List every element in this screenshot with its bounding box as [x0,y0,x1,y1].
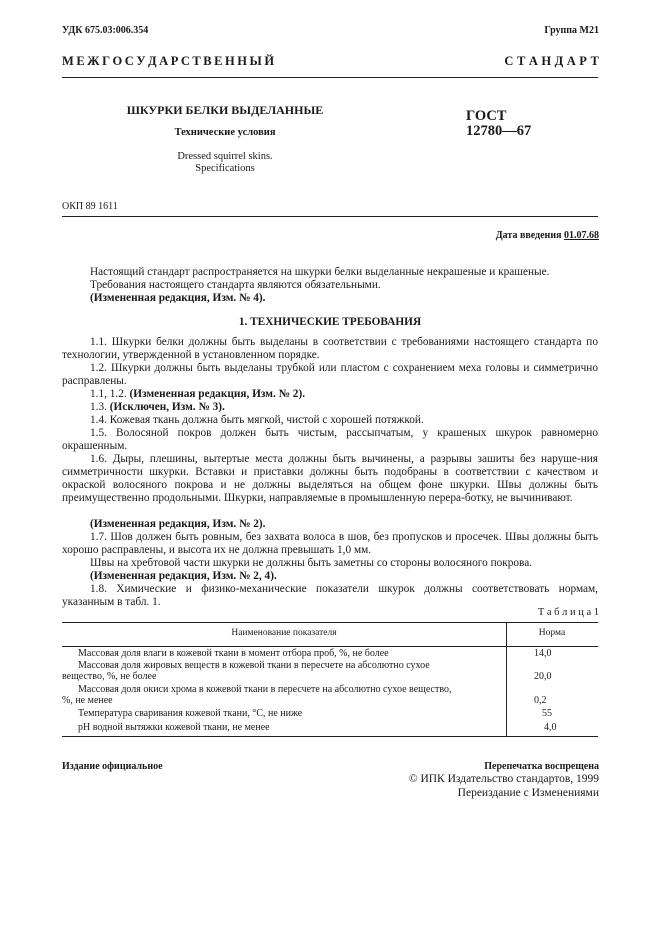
clause-1-6: 1.6. Дыры, плешины, вытертые места должны быть вычинены, а разрывы зашиты без наруше-ния симметричности шкурки. Вставки и приставки должны быть подобраны в соответствии с качеством и окраской волосяного покрова и не должны выделяться на общем фоне шкурки. Швы должны быть преимущественно продольными. Шкурки, направляемые в промышленную перера-ботку, не вычинивают. [62,453,598,504]
clause-1-8: 1.8. Химические и физико-механические показатели шкурок должны соответствовать нормам, указанным в табл. 1. [62,583,598,608]
section-title: 1. ТЕХНИЧЕСКИЕ ТРЕБОВАНИЯ [238,316,422,328]
clause-1-6-edit: (Измененная редакция, Изм. № 2). [90,518,266,530]
banner-standard: С Т А Н Д А Р Т [504,54,599,68]
column-name-header: Наименование показателя [231,628,337,638]
banner-interstate: М Е Ж Г О С У Д А Р С Т В Е Н Н Ы Й [62,54,275,68]
document-subtitle: Технические условия [174,127,276,138]
column-divider-body [506,646,507,736]
copyright: © ИПК Издательство стандартов, 1999 [408,773,599,785]
row-norm: 20,0 [534,671,552,682]
row-indicator: Температура сваривания кожевой ткани, °С, не ниже [78,708,303,719]
document-title: ШКУРКИ БЕЛКИ ВЫДЕЛАННЫЕ [126,103,324,117]
clause-prefix: 1.1, 1.2. [90,388,127,400]
row-norm: 55 [542,708,552,719]
row-indicator: Массовая доля влаги в кожевой ткани в момент отбора проб, %, не более [78,648,389,659]
group-code: Группа М21 [544,25,599,36]
row-norm: 14,0 [534,648,552,659]
english-subtitle: Specifications [195,163,255,174]
reprint-prohibited: Перепечатка воспрещена [484,761,599,772]
header-rule [62,77,598,78]
clause-1-1: 1.1. Шкурки белки должны быть выделаны в соответствии с требованиями настоящего стандарта по технологии, утвержденной в установленном порядке. [62,336,598,361]
column-norm-header: Норма [538,628,566,638]
clause-1-3 [62,401,598,414]
row-norm: 0,2 [534,695,547,706]
gost-label: ГОСТ [466,108,507,124]
row-indicator: Массовая доля окиси хрома в кожевой ткани в пересчете на абсолютно сухое вещество, [78,684,452,695]
row-indicator-cont: %, не менее [62,695,113,706]
intro-date [496,230,599,241]
preamble-edit: (Измененная редакция, Изм. № 4). [90,292,266,304]
clause-1-4: 1.4. Кожевая ткань должна быть мягкой, чистой с хорошей потяжкой. [90,414,424,426]
reissue-note: Переиздание с Изменениями [457,787,599,799]
intro-date-value: 01.07.68 [564,230,599,241]
clause-prefix: 1.3. [90,401,107,413]
preamble-line2: Требования настоящего стандарта являются обязательными. [90,279,381,291]
official-edition: Издание официальное [62,761,163,772]
english-title: Dressed squirrel skins. [177,151,273,162]
table-header-rule [62,646,598,647]
table-header [62,622,598,646]
clause-1-1-1-2-edit [62,388,598,401]
udk-code: УДК 675.03:006.354 [62,25,149,36]
okp-code: ОКП 89 1611 [62,201,118,212]
row-indicator-cont: вещество, %, не более [62,671,157,682]
clause-1-2: 1.2. Шкурки должны быть выделаны трубкой или пластом с сохранением меха головы и симметрично расправлены. [62,362,598,387]
table-caption: Т а б л и ц а 1 [537,607,599,618]
column-divider [506,622,507,646]
preamble-line1: Настоящий стандарт распространяется на шкурки белки выделанные некрашеные и крашеные. [90,266,550,278]
clause-1-5: 1.5. Волосяной покров должен быть чистым, рассыпчатым, у крашеных шкурок равномерно окрашенным. [62,427,598,452]
row-indicator: Массовая доля жировых веществ в кожевой ткани в пересчете на абсолютно сухое [78,660,430,671]
clause-1-7-edit: (Измененная редакция, Изм. № 2, 4). [90,570,277,582]
intro-date-label: Дата введения [495,230,562,241]
table-bottom-rule [62,736,598,737]
gost-number: 12780—67 [466,123,532,139]
okp-rule [62,216,598,217]
row-indicator: pH водной вытяжки кожевой ткани, не менее [78,722,270,733]
excluded-note: (Исключен, Изм. № 3). [109,401,225,413]
clause-1-7: 1.7. Шов должен быть ровным, без захвата волоса в шов, без пропусков и просечек. Швы должны быть хорошо расправлены, и высота их не должна превышать 1,0 мм. [62,531,598,556]
row-norm: 4,0 [544,722,557,733]
edit-note: (Измененная редакция, Изм. № 2). [129,388,306,400]
clause-1-7b: Швы на хребтовой части шкурки не должны быть заметны со стороны волосяного покрова. [90,557,533,569]
